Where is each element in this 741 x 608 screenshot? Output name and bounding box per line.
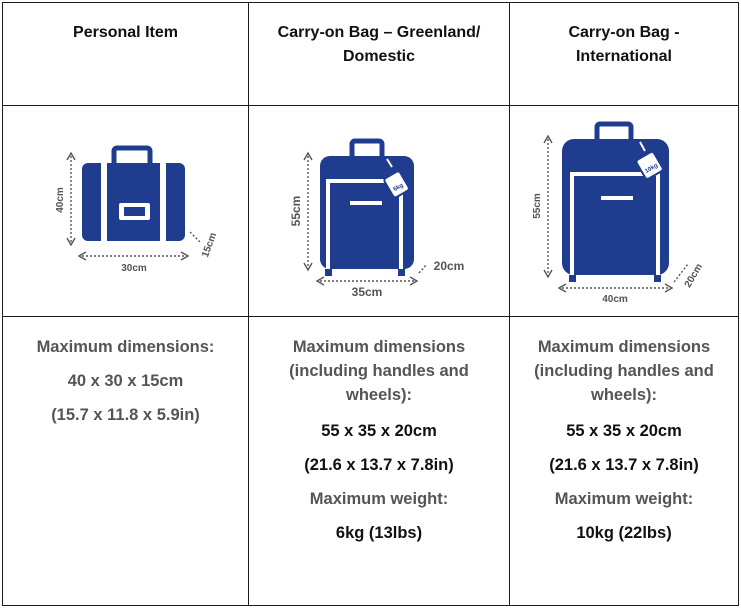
header-cell-carry-on-domestic [249,3,510,106]
max-dimensions-note-end: wheels): [345,386,413,404]
max-dimensions-label: Maximum dimensions [292,338,466,356]
depth-label: 20cm [682,261,705,290]
max-weight-label: Maximum weight: [309,490,449,508]
max-dimensions-note: (including handles and [534,362,714,380]
max-weight-value: 6kg (13lbs) [335,524,423,542]
suitcase-icon [279,119,479,299]
width-label: 30cm [120,262,147,274]
max-dimensions-note-end: wheels): [590,386,658,404]
baggage-allowance-table [2,2,739,606]
tag-label: 10kg [644,162,660,175]
header-cell-carry-on-international [510,3,739,106]
image-cell-personal-item [3,106,249,317]
width-label: 40cm [602,293,628,304]
height-label: 40cm [54,186,66,213]
depth-label: 15cm [199,230,219,259]
max-dimensions-label: Maximum dimensions: [36,338,215,356]
max-dimensions-label: Maximum dimensions [537,338,711,356]
dimensions-in: (21.6 x 13.7 x 7.8in) [304,456,454,474]
image-cell-carry-on-international [510,106,739,317]
header-line-1: Carry-on Bag - [568,24,680,41]
header-line-1: Carry-on Bag – Greenland/ [277,24,481,41]
info-cell-carry-on-international [510,317,739,606]
tag-label: 6kg [392,182,405,193]
dimensions-cm: 40 x 30 x 15cm [67,372,184,390]
info-cell-personal-item [3,317,249,606]
image-row [3,106,739,317]
info-cell-carry-on-domestic [249,317,510,606]
header-row [3,3,739,106]
image-cell-carry-on-domestic [249,106,510,317]
dimensions-in: (21.6 x 13.7 x 7.8in) [549,456,699,474]
height-label: 55cm [532,192,543,219]
briefcase-icon [26,134,226,284]
info-row [3,317,739,606]
header-cell-personal-item [3,3,249,106]
header-line-2: International [575,48,672,65]
depth-label: 20cm [433,258,465,273]
max-dimensions-note: (including handles and [289,362,469,380]
header-line-2: Domestic [342,48,416,65]
dimensions-in: (15.7 x 11.8 x 5.9in) [51,406,200,424]
header-personal-item: Personal Item [73,24,178,41]
max-weight-value: 10kg (22lbs) [576,524,672,542]
height-label: 55cm [289,195,303,226]
width-label: 35cm [351,284,383,299]
dimensions-cm: 55 x 35 x 20cm [321,422,437,440]
header-carry-on-international [510,3,738,69]
max-weight-label: Maximum weight: [554,490,694,508]
header-carry-on-domestic [249,3,509,69]
suitcase-icon [524,114,724,304]
dimensions-cm: 55 x 35 x 20cm [566,422,682,440]
